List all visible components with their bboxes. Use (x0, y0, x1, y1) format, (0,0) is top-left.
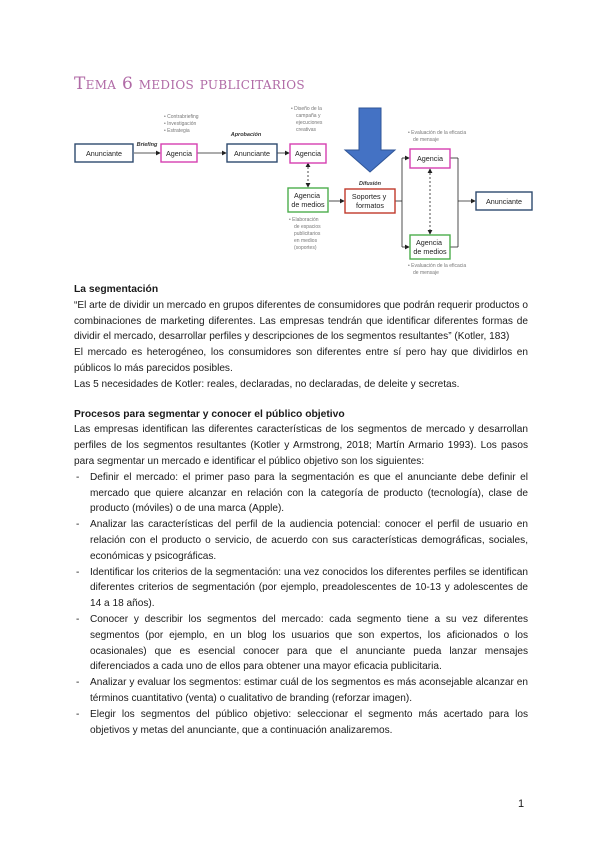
note-agencia-right-line2: de mensaje (413, 137, 439, 143)
segmentacion-section (74, 282, 528, 738)
segmentacion-heading: La segmentación (74, 284, 159, 295)
box-agencia-1-label: Agencia (166, 149, 192, 158)
box-agencia-medios-left-line1: Agencia (294, 191, 320, 200)
label-difusion: Difusión (359, 181, 381, 187)
box-agencia-2-label: Agencia (295, 149, 321, 158)
svg-text:Soportes y formatos (352, 192, 388, 210)
note-agencia-2-line2: campaña y (296, 113, 321, 119)
note-medios-right-line1: • Evaluación de la eficacia (408, 263, 467, 269)
list-item: - Analizar y evaluar los segmentos: estimar cuál de los segmentos es más aconsejable alcanzar en términos cuantitativo (venta) o cualitativo de branding (reforzar imagen). (74, 675, 528, 707)
advertising-flow-diagram (70, 100, 540, 280)
note-agencia-2-line4: creativas (296, 127, 317, 133)
note-medios-left-line4: en medios (294, 238, 318, 244)
svg-text:• Contrabriefing • Inves (164, 114, 200, 134)
note-agencia-1-line1: • Contrabriefing (164, 114, 199, 120)
note-medios-left-line2: de espacios (294, 224, 321, 230)
box-agencia-medios-left-line2: de medios (291, 200, 325, 209)
list-item: - Elegir los segmentos del público objetivo: seleccionar el segmento más acertado para los objetivos y metas del anunciante, que a continuación analizaremos. (74, 707, 528, 739)
list-item: - Conocer y describir los segmentos del mercado: cada segmento tiene a su vez diferentes segmentos (por ejemplo, en un blog los usuarios que son expertos, los aficionados o los ocasionales) que es esencial conocer para que el anunciante pueda lanzar mensajes diferenciados a cada uno de ellos para obtener una mayor eficacia publicitaria. (74, 612, 528, 675)
box-anunciante-mid-label: Anunciante (234, 149, 270, 158)
segmentacion-quote: “El arte de dividir un mercado en grupos diferentes de consumidores que podrán requerir productos o combinaciones de marketing diferentes. Las empresas tendrán que identificar diferentes formas de dividir el mercado, desarrollar perfiles y descripciones de los segmentos resultantes” (Kotler, 183) (74, 299, 528, 343)
note-agencia-right-line1: • Evaluación de la eficacia (408, 130, 467, 136)
note-agencia-1-line2: • Investigación (164, 121, 197, 127)
box-anunciante-left-label: Anunciante (86, 149, 122, 158)
box-soportes-line2: formatos (356, 201, 384, 210)
note-medios-left-line1: • Elaboración (289, 217, 319, 223)
box-agencia-medios-right-line1: Agencia (416, 238, 442, 247)
label-aprobacion: Aprobación (230, 132, 262, 138)
svg-text:Agencia de medios (291, 191, 325, 209)
big-down-arrow (345, 108, 395, 172)
procesos-intro: Las empresas identifican las diferentes características de los segmentos de mercado y desarrollan perfiles de los segmentos resultantes (Kotler y Armstrong, 2018; Martín Armario 1993). Los pasos para segmentar un mercado e identificar el público objetivo son los siguientes: (74, 424, 528, 467)
svg-text:• Elaboración de espacio (289, 217, 322, 251)
svg-text:Agencia de medios (413, 238, 447, 256)
procesos-steps-list (74, 470, 528, 739)
note-medios-left-line3: publicitarios (294, 231, 321, 237)
procesos-heading: Procesos para segmentar y conocer el público objetivo (74, 408, 345, 420)
box-agencia-medios-right-line2: de medios (413, 247, 447, 256)
segmentacion-paragraph-3: Las 5 necesidades de Kotler: reales, declaradas, no declaradas, de deleite y secretas. (74, 378, 460, 390)
note-agencia-1-line3: • Estrategia (164, 128, 190, 134)
page-number: 1 (518, 798, 525, 810)
box-anunciante-right-label: Anunciante (486, 197, 522, 206)
list-item: - Analizar las características del perfil de la audiencia potencial: conocer el perfil de usuario en relación con el producto o servicio, de acuerdo con sus características demográficas, sociales, económicas y psicográficas. (74, 517, 528, 564)
svg-text:• Evaluación de la eficacia (408, 263, 468, 276)
list-item: - Identificar los criterios de la segmentación: una vez conocidos los diferentes perfiles se identifican diferentes criterios de segmentación (por ejemplo, preadolescentes de 10-13 y adolescentes de 14 a 18 años). (74, 565, 528, 612)
label-briefing: Briefing (136, 142, 158, 148)
segmentacion-paragraph-2: El mercado es heterogéneo, los consumidores son diferentes entre sí pero hay que dividirlos en públicos lo más parecidos posibles. (74, 347, 528, 374)
note-medios-right-line2: de mensaje (413, 270, 439, 276)
svg-text:• Diseño de la campaña y (291, 106, 324, 133)
svg-text:• Evaluación de la eficacia (408, 130, 468, 143)
box-agencia-right-label: Agencia (417, 154, 443, 163)
list-item: - Definir el mercado: el primer paso para la segmentación es que el anunciante debe definir el mercado que quiere alcanzar en relación con la categoría de producto (tecnología), clase de producto (móviles) o de una marca (Apple). (74, 470, 528, 517)
note-agencia-2-line3: ejecuciones (296, 120, 323, 126)
box-soportes-line1: Soportes y (351, 192, 387, 201)
note-agencia-2-line1: • Diseño de la (291, 106, 322, 112)
page-title: Tema 6 medios publicitarios (74, 74, 305, 94)
note-medios-left-line5: (soportes) (294, 245, 317, 251)
